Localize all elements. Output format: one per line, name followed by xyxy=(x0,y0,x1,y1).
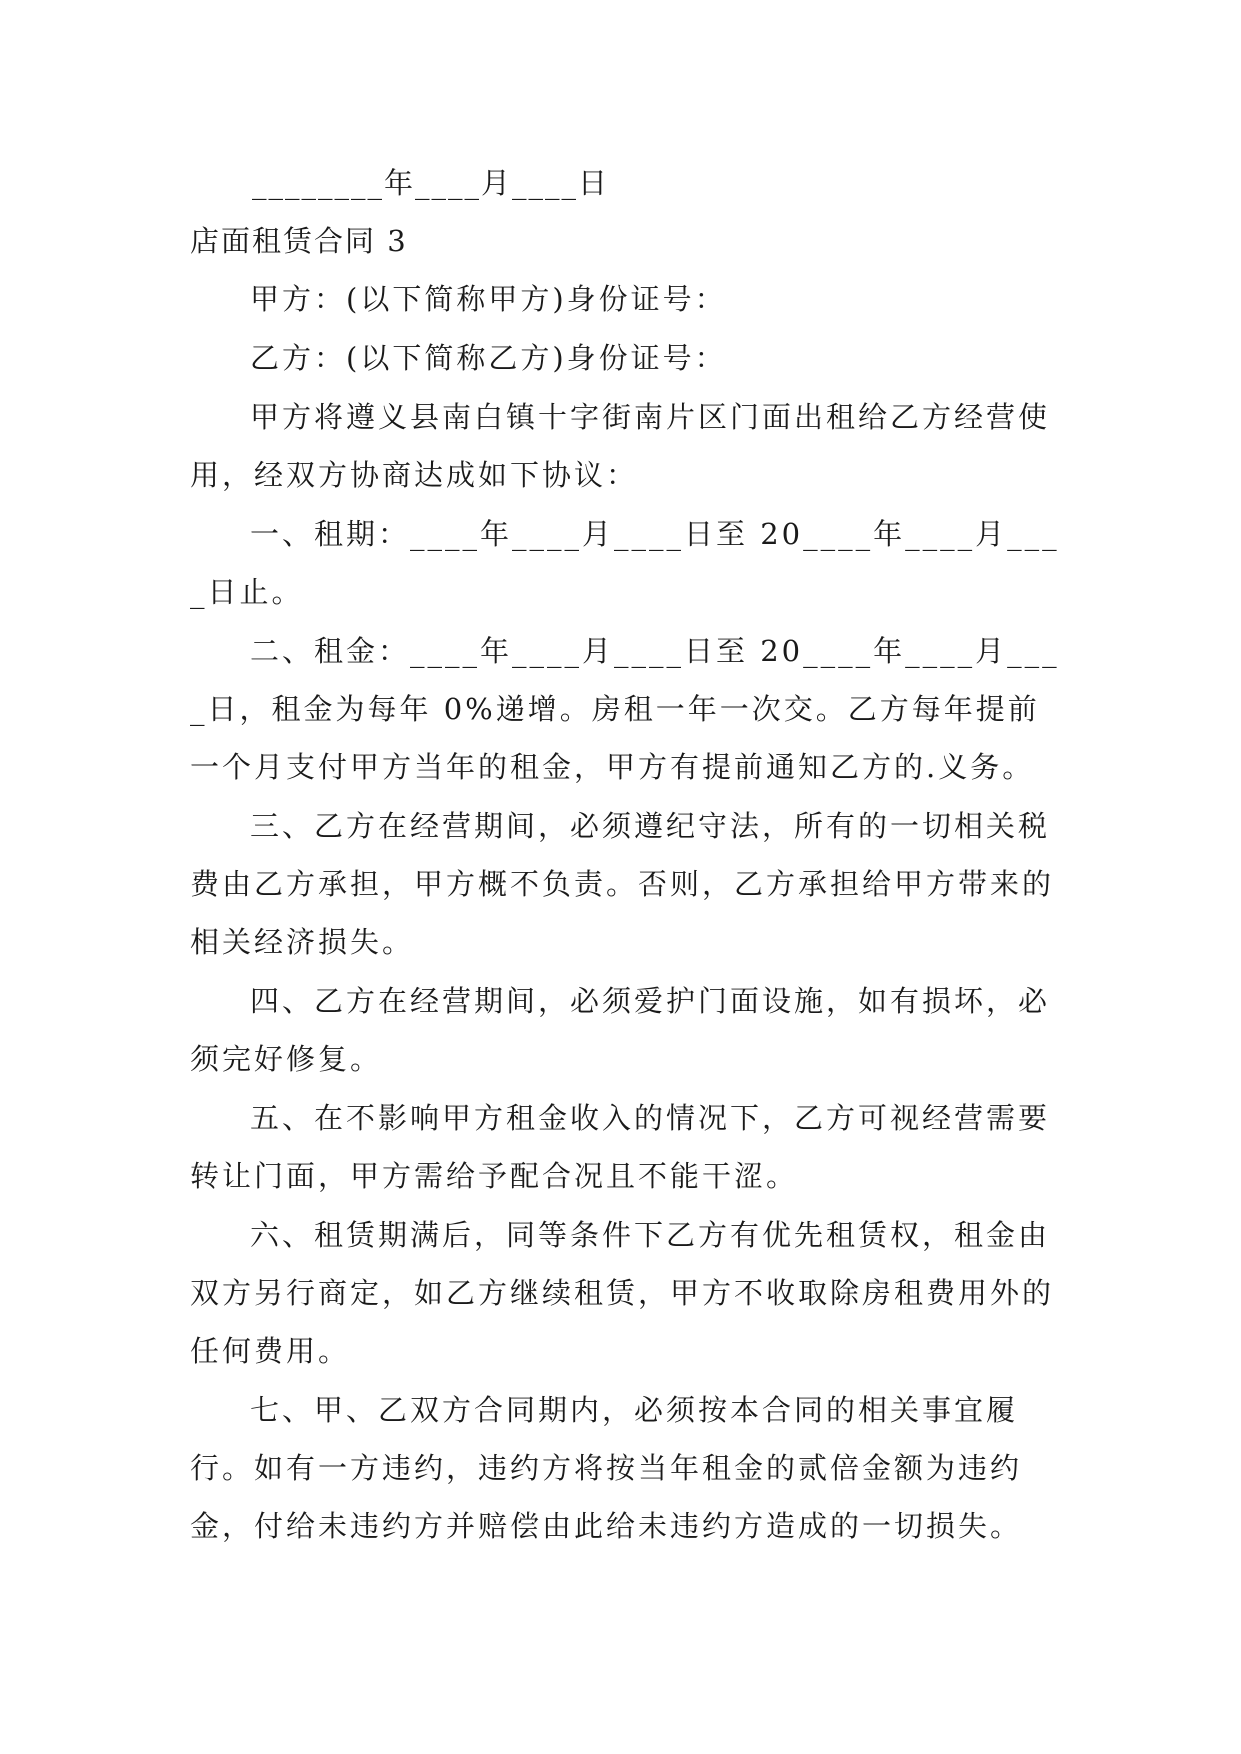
party-a-line: 甲方：(以下简称甲方)身份证号： xyxy=(250,282,727,316)
clause-6-renewal: 六、租赁期满后，同等条件下乙方有优先租赁权，租金由双方另行商定，如乙方继续租赁，甲方不收取除房租费用外的任何费用。 xyxy=(190,1218,1055,1368)
contract-title: 店面租赁合同 3 xyxy=(190,224,408,258)
intro-paragraph: 甲方将遵义县南白镇十字街南片区门面出租给乙方经营使用，经双方协商达成如下协议： xyxy=(190,400,1051,492)
signature-date-line: ________年____月____日 xyxy=(252,166,610,200)
clause-7-breach: 七、甲、乙双方合同期内，必须按本合同的相关事宜履行。如有一方违约，违约方将按当年租金的贰倍金额为违约金，付给未违约方并赔偿由此给未违约方造成的一切损失。 xyxy=(190,1393,1023,1543)
party-b-line: 乙方：(以下简称乙方)身份证号： xyxy=(250,341,727,375)
clause-4-facilities: 四、乙方在经营期间，必须爱护门面设施，如有损坏，必须完好修复。 xyxy=(190,984,1051,1076)
clause-5-transfer: 五、在不影响甲方租金收入的情况下，乙方可视经营需要转让门面，甲方需给予配合况且不能干涩。 xyxy=(190,1101,1051,1193)
clause-2-rent: 二、租金：____年____月____日至 20____年____月____日，租金为每年 0%递增。房租一年一次交。乙方每年提前一个月支付甲方当年的租金，甲方有提前通知乙方的.义务。 xyxy=(190,634,1060,784)
clause-1-lease-term: 一、租期：____年____月____日至 20____年____月____日止。 xyxy=(190,517,1060,609)
clause-3-taxes: 三、乙方在经营期间，必须遵纪守法，所有的一切相关税费由乙方承担，甲方概不负责。否则，乙方承担给甲方带来的相关经济损失。 xyxy=(190,809,1055,959)
